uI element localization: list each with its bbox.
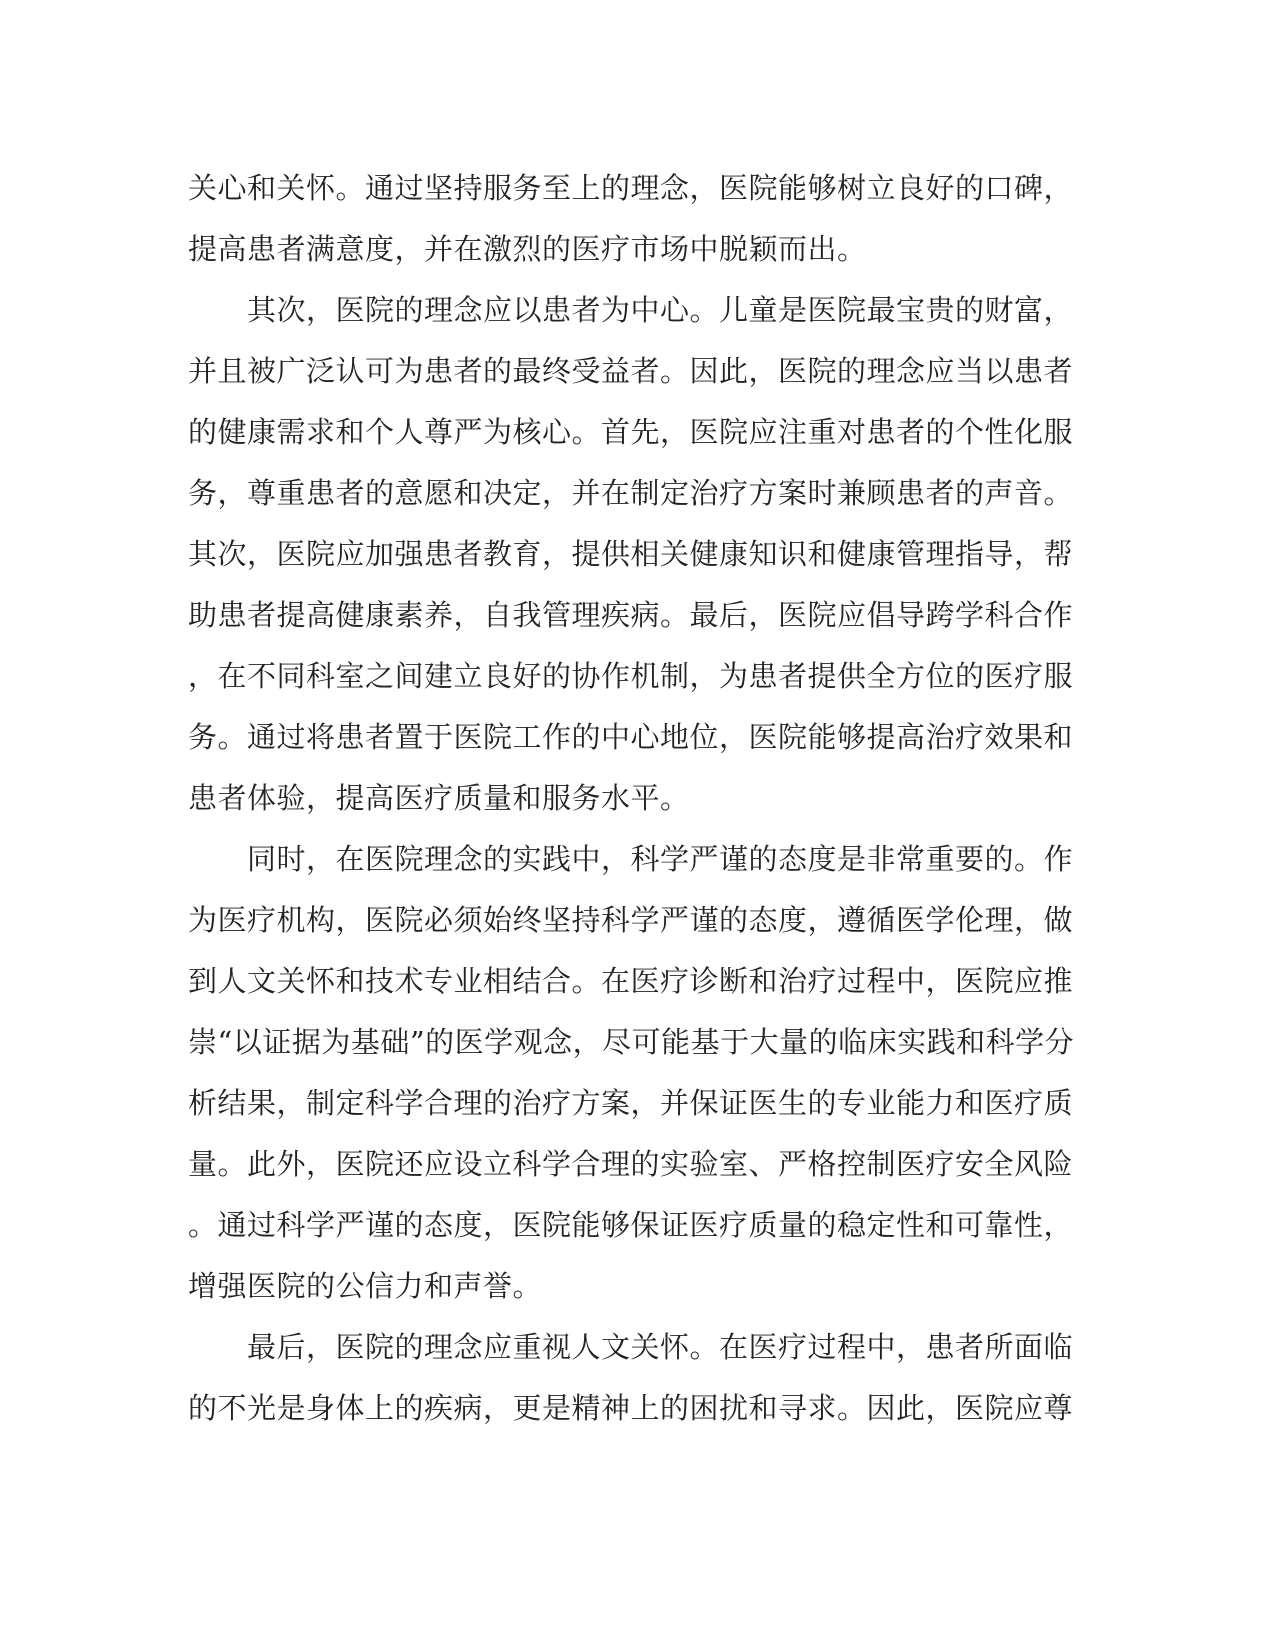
text-line: 析结果，制定科学合理的治疗方案，并保证医生的专业能力和医疗质 [188,1086,1074,1120]
text-line: 同时，在医院理念的实践中，科学严谨的态度是非常重要的。作 [188,842,1074,876]
text-line: 其次，医院的理念应以患者为中心。儿童是医院最宝贵的财富， [188,293,1074,327]
text-line: ，在不同科室之间建立良好的协作机制，为患者提供全方位的医疗服 [188,659,1074,693]
text-line: 助患者提高健康素养，自我管理疾病。最后，医院应倡导跨学科合作 [188,598,1074,632]
text-line: 到人文关怀和技术专业相结合。在医疗诊断和治疗过程中，医院应推 [188,964,1074,998]
text-line: 崇“以证据为基础”的医学观念，尽可能基于大量的临床实践和科学分 [188,1025,1075,1059]
text-line: 量。此外，医院还应设立科学合理的实验室、严格控制医疗安全风险 [188,1147,1074,1181]
body-text [188,158,1088,1439]
text-line: 增强医院的公信力和声誉。 [188,1269,543,1303]
text-line: 的不光是身体上的疾病，更是精神上的困扰和寻求。因此，医院应尊 [188,1391,1074,1425]
text-line: 务。通过将患者置于医院工作的中心地位，医院能够提高治疗效果和 [188,720,1074,754]
text-line: 患者体验，提高医疗质量和服务水平。 [188,781,690,815]
text-line: 提高患者满意度，并在激烈的医疗市场中脱颖而出。 [188,232,867,266]
text-line: 的健康需求和个人尊严为核心。首先，医院应注重对患者的个性化服 [188,415,1074,449]
text-line: 为医疗机构，医院必须始终坚持科学严谨的态度，遵循医学伦理，做 [188,903,1074,937]
text-line: 务，尊重患者的意愿和决定，并在制定治疗方案时兼顾患者的声音。 [188,476,1074,510]
text-line: 并且被广泛认可为患者的最终受益者。因此，医院的理念应当以患者 [188,354,1074,388]
text-line: 。通过科学严谨的态度，医院能够保证医疗质量的稳定性和可靠性， [188,1208,1074,1242]
text-line: 关心和关怀。通过坚持服务至上的理念，医院能够树立良好的口碑， [188,171,1074,205]
text-line: 最后，医院的理念应重视人文关怀。在医疗过程中，患者所面临 [188,1330,1074,1364]
text-line: 其次，医院应加强患者教育，提供相关健康知识和健康管理指导，帮 [188,537,1074,571]
